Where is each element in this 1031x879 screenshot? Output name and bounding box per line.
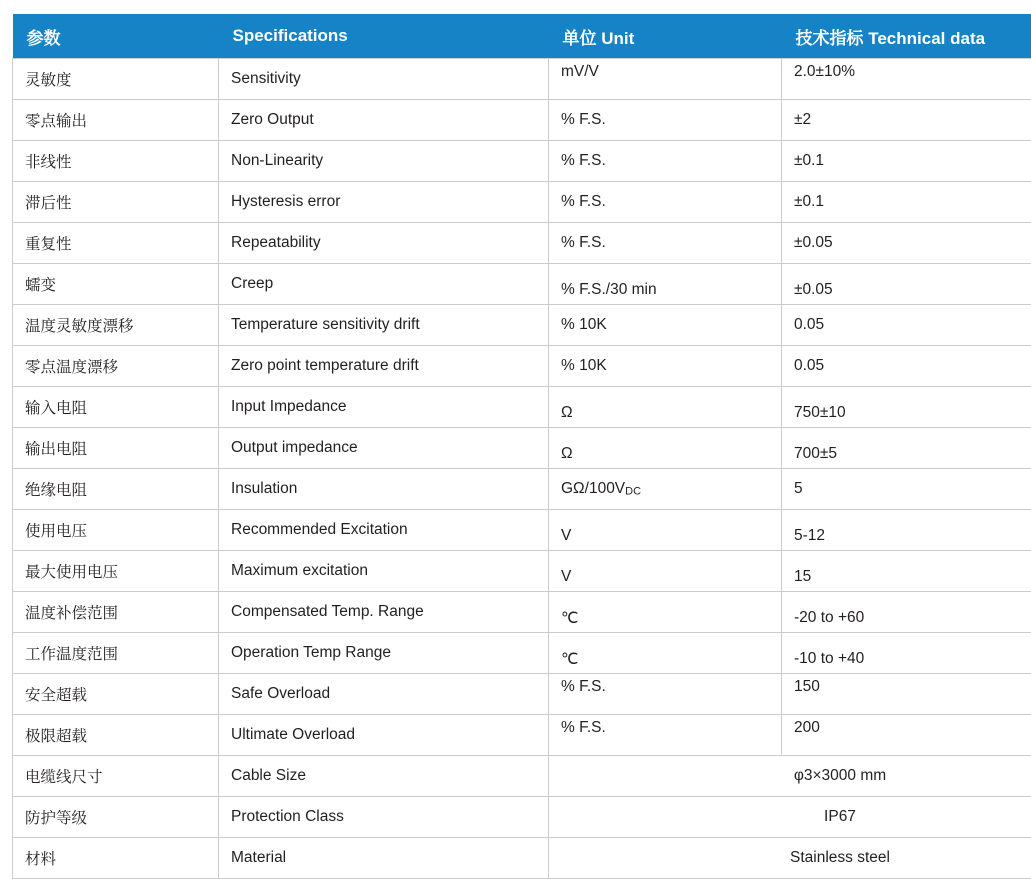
cell-unit [549,592,782,633]
cell-technical-data [782,469,1031,510]
cell-technical-data [782,674,1031,715]
cell-unit [549,100,782,141]
table-row [13,264,1031,305]
unit-text: Ω [561,445,573,462]
table-header-row [13,14,1031,59]
table-row [13,715,1031,756]
cell-technical-data [782,346,1031,387]
column-header-unit: 单位 Unit [549,14,782,59]
cell-parameter-cn: 灵敏度 [13,59,219,100]
cell-technical-data [782,510,1031,551]
cell-parameter-cn: 最大使用电压 [13,551,219,592]
cell-specification-en: Cable Size [219,756,549,797]
unit-text: % F.S. [561,719,606,736]
cell-specification-en: Compensated Temp. Range [219,592,549,633]
cell-merged-value: φ3×3000 mm [549,756,1031,797]
cell-parameter-cn: 零点温度漂移 [13,346,219,387]
cell-unit [549,387,782,428]
cell-merged-value: IP67 [549,797,1031,838]
cell-parameter-cn: 电缆线尺寸 [13,756,219,797]
cell-parameter-cn: 滞后性 [13,182,219,223]
unit-text: % F.S./30 min [561,281,657,298]
table-row [13,551,1031,592]
cell-specification-en: Recommended Excitation [219,510,549,551]
technical-data-text: 150 [794,678,820,695]
cell-parameter-cn: 零点输出 [13,100,219,141]
technical-data-text: 200 [794,719,820,736]
cell-specification-en: Non-Linearity [219,141,549,182]
cell-technical-data [782,387,1031,428]
cell-technical-data [782,264,1031,305]
cell-technical-data [782,182,1031,223]
unit-text: % F.S. [561,678,606,695]
table-row [13,59,1031,100]
cell-specification-en: Safe Overload [219,674,549,715]
table-row [13,469,1031,510]
cell-unit [549,633,782,674]
cell-specification-en: Repeatability [219,223,549,264]
unit-text: % 10K [561,316,607,333]
cell-parameter-cn: 使用电压 [13,510,219,551]
column-header-parameter: 参数 [13,14,219,59]
table-header [13,14,1031,59]
column-header-technical-data: 技术指标 Technical data [782,14,1031,59]
cell-unit [549,223,782,264]
table-row [13,510,1031,551]
cell-unit [549,305,782,346]
cell-technical-data [782,428,1031,469]
unit-text: % F.S. [561,111,606,128]
cell-parameter-cn: 材料 [13,838,219,879]
cell-parameter-cn: 输入电阻 [13,387,219,428]
unit-text: Ω [561,404,573,421]
cell-parameter-cn: 极限超载 [13,715,219,756]
cell-specification-en: Ultimate Overload [219,715,549,756]
technical-data-text: 0.05 [794,316,824,333]
technical-data-text: 5-12 [794,527,825,544]
technical-data-text: 0.05 [794,357,824,374]
cell-specification-en: Zero point temperature drift [219,346,549,387]
cell-parameter-cn: 安全超载 [13,674,219,715]
table-row [13,141,1031,182]
cell-specification-en: Creep [219,264,549,305]
cell-unit [549,428,782,469]
technical-data-text: ±0.1 [794,152,824,169]
cell-unit [549,264,782,305]
cell-specification-en: Hysteresis error [219,182,549,223]
cell-technical-data [782,223,1031,264]
cell-specification-en: Material [219,838,549,879]
unit-text: % F.S. [561,152,606,169]
cell-parameter-cn: 工作温度范围 [13,633,219,674]
table-row [13,633,1031,674]
technical-data-text: 700±5 [794,445,837,462]
unit-text: % 10K [561,357,607,374]
table-body [13,59,1031,879]
cell-specification-en: Insulation [219,469,549,510]
unit-text: mV/V [561,63,599,80]
technical-data-text: 15 [794,568,811,585]
technical-data-text: -20 to +60 [794,609,864,626]
unit-text: GΩ/100V [561,480,625,497]
cell-specification-en: Input Impedance [219,387,549,428]
cell-unit [549,59,782,100]
table-row [13,182,1031,223]
cell-unit [549,141,782,182]
cell-parameter-cn: 非线性 [13,141,219,182]
cell-technical-data [782,141,1031,182]
technical-data-text: ±0.1 [794,193,824,210]
cell-specification-en: Output impedance [219,428,549,469]
cell-unit [549,715,782,756]
cell-parameter-cn: 防护等级 [13,797,219,838]
cell-specification-en: Zero Output [219,100,549,141]
cell-technical-data [782,305,1031,346]
table-row [13,674,1031,715]
cell-technical-data [782,551,1031,592]
cell-parameter-cn: 蠕变 [13,264,219,305]
cell-specification-en: Maximum excitation [219,551,549,592]
technical-data-text: -10 to +40 [794,650,864,667]
unit-text: % F.S. [561,193,606,210]
table-row [13,838,1031,879]
cell-specification-en: Operation Temp Range [219,633,549,674]
table-row [13,592,1031,633]
technical-data-text: 2.0±10% [794,63,855,80]
table-row [13,797,1031,838]
table-row [13,756,1031,797]
cell-unit [549,551,782,592]
unit-text: ℃ [561,610,578,627]
column-header-specifications: Specifications [219,14,549,59]
cell-unit [549,510,782,551]
cell-unit [549,346,782,387]
technical-data-text: ±2 [794,111,811,128]
table-row [13,305,1031,346]
cell-parameter-cn: 重复性 [13,223,219,264]
cell-parameter-cn: 温度补偿范围 [13,592,219,633]
technical-data-text: ±0.05 [794,281,833,298]
cell-technical-data [782,633,1031,674]
cell-unit [549,674,782,715]
cell-technical-data [782,59,1031,100]
table-row [13,387,1031,428]
unit-subscript: DC [625,486,641,498]
unit-text: ℃ [561,651,578,668]
cell-specification-en: Protection Class [219,797,549,838]
cell-parameter-cn: 绝缘电阻 [13,469,219,510]
unit-text: V [561,527,571,544]
specifications-table [12,14,1031,879]
cell-technical-data [782,715,1031,756]
cell-technical-data [782,592,1031,633]
cell-parameter-cn: 输出电阻 [13,428,219,469]
table-row [13,223,1031,264]
technical-data-text: 750±10 [794,404,846,421]
cell-merged-value: Stainless steel [549,838,1031,879]
cell-technical-data [782,100,1031,141]
cell-specification-en: Temperature sensitivity drift [219,305,549,346]
cell-parameter-cn: 温度灵敏度漂移 [13,305,219,346]
technical-data-text: 5 [794,480,803,497]
table-row [13,346,1031,387]
cell-specification-en: Sensitivity [219,59,549,100]
unit-text: V [561,568,571,585]
table-row [13,428,1031,469]
unit-text: % F.S. [561,234,606,251]
cell-unit [549,469,782,510]
technical-data-text: ±0.05 [794,234,833,251]
table-row [13,100,1031,141]
cell-unit [549,182,782,223]
